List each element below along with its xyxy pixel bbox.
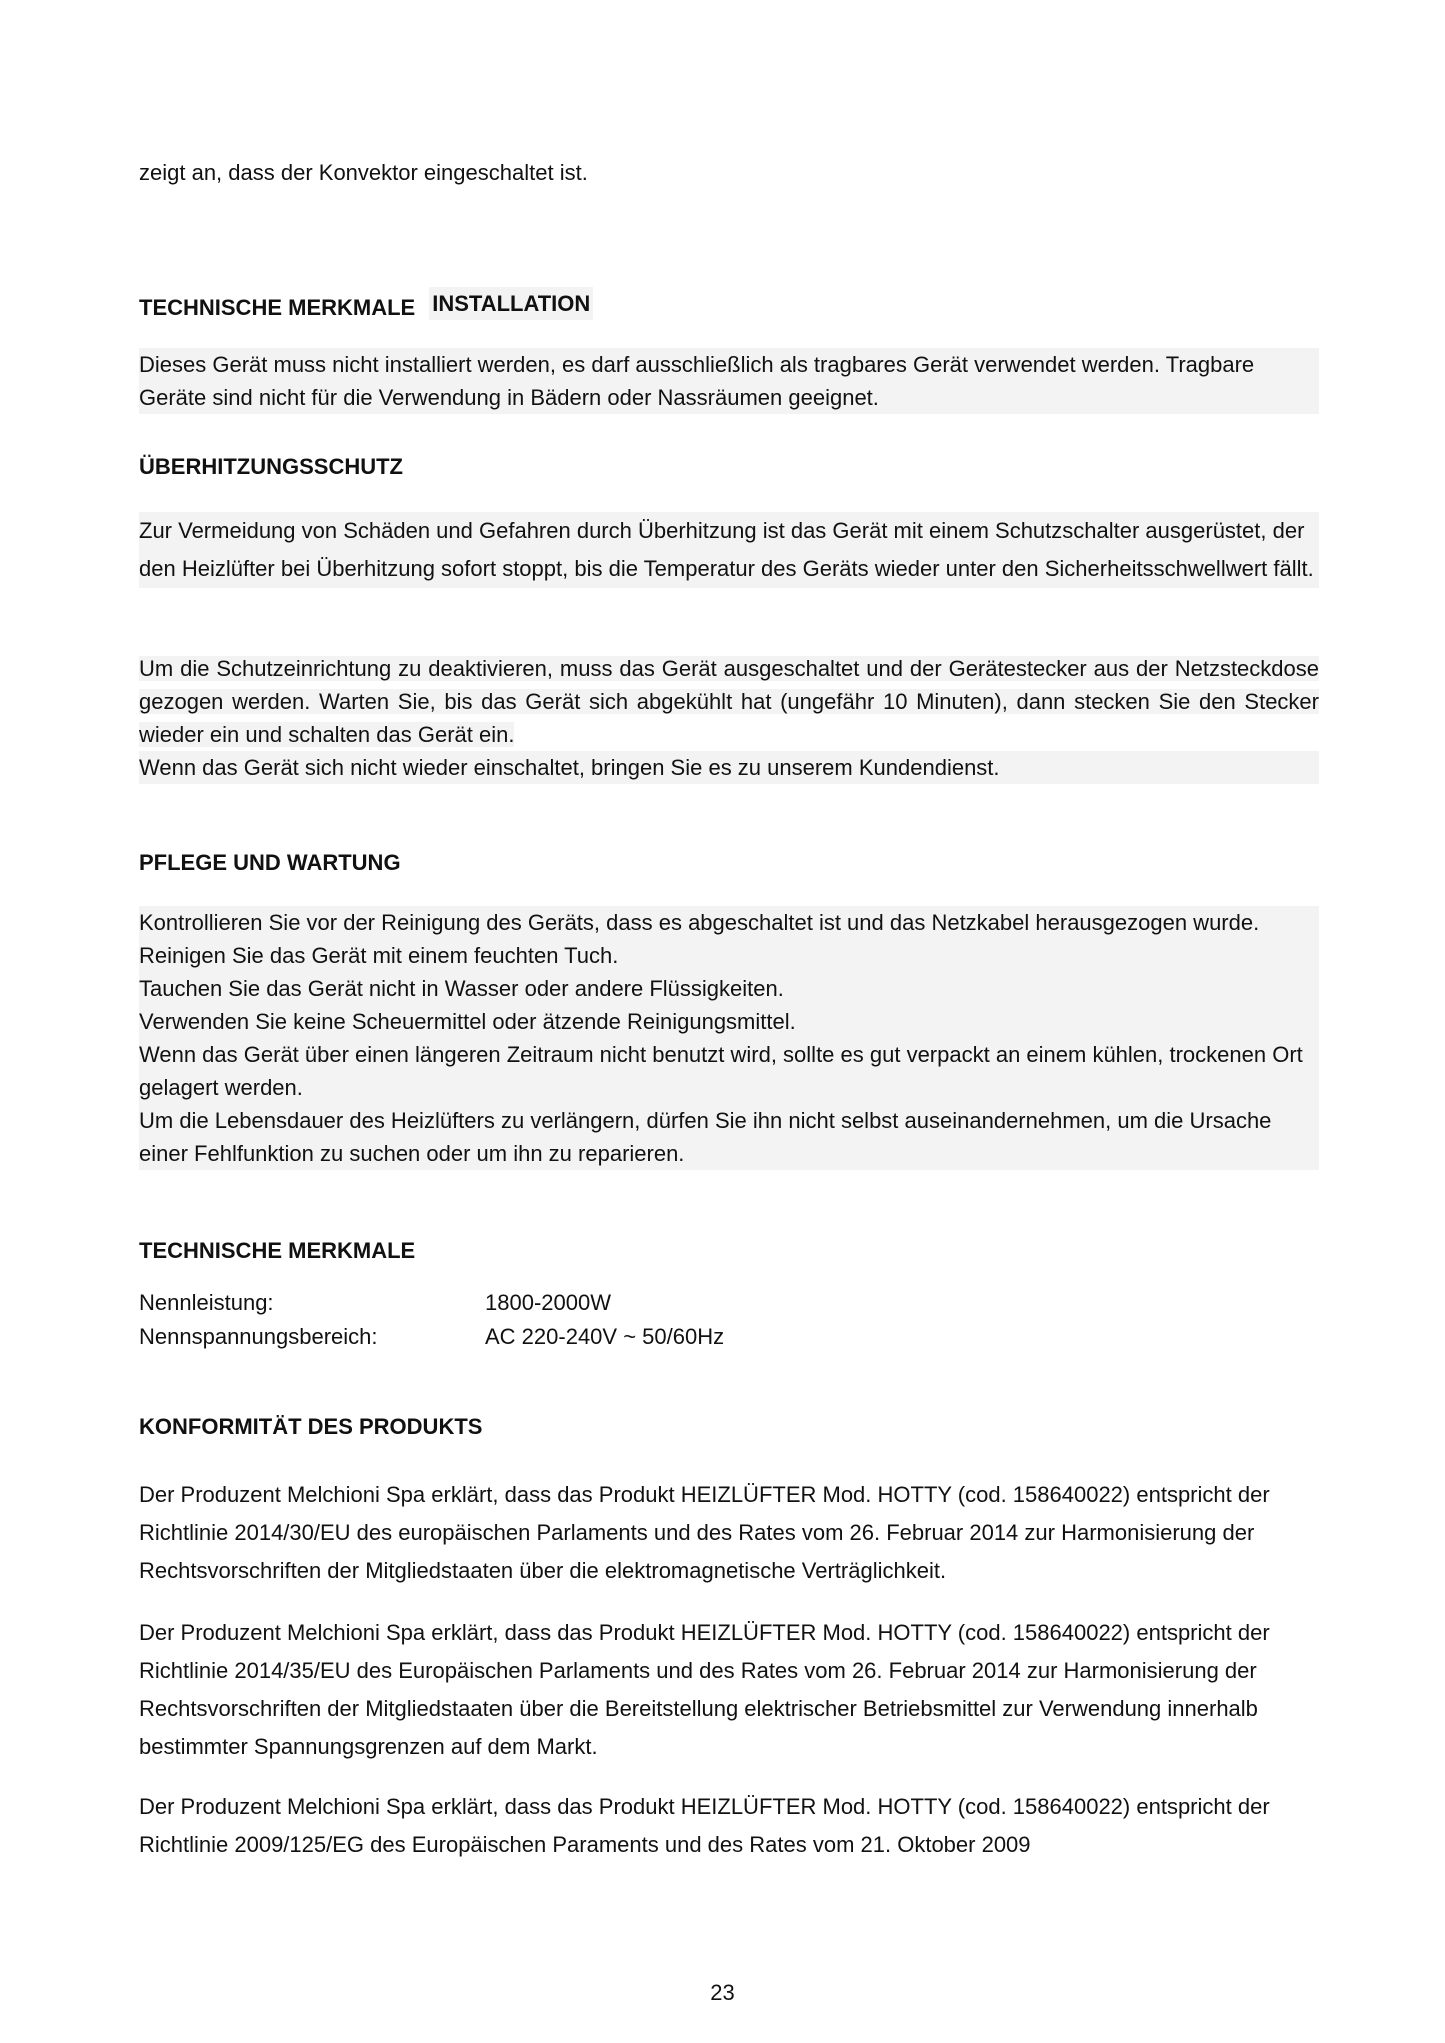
conformity-paragraph-3: Der Produzent Melchioni Spa erklärt, dass das Produkt HEIZLÜFTER Mod. HOTTY (cod. 158640022) entspricht der Richtlinie 2009/125/EG des Europäischen Paraments und des Rates vom 21. Oktober 2009 bbox=[139, 1794, 1270, 1857]
page-number: 23 bbox=[710, 1980, 735, 2005]
care-line: Wenn das Gerät über einen längeren Zeitraum nicht benutzt wird, sollte es gut verpackt an einem kühlen, trockenen Ort gelagert werden. bbox=[139, 1038, 1319, 1104]
section-heading-conformity: KONFORMITÄT DES PRODUKTS bbox=[139, 1414, 483, 1439]
tech-label: Nennspannungsbereich: bbox=[139, 1324, 378, 1349]
tech-row bbox=[139, 1286, 1319, 1320]
overheat-paragraph-1: Zur Vermeidung von Schäden und Gefahren durch Überhitzung ist das Gerät mit einem Schutzschalter ausgerüstet, der den Heizlüfter bei Überhitzung sofort stoppt, bis die Temperatur des Geräts wieder unter den Sicherheitsschwellwert fällt. bbox=[139, 512, 1319, 588]
care-line: Verwenden Sie keine Scheuermittel oder ätzende Reinigungsmittel. bbox=[139, 1005, 1319, 1038]
section-heading-installation: INSTALLATION bbox=[429, 287, 593, 320]
overheat-paragraph-3: Wenn das Gerät sich nicht wieder einschaltet, bringen Sie es zu unserem Kundendienst. bbox=[139, 751, 1319, 784]
installation-text: Dieses Gerät muss nicht installiert werden, es darf ausschließlich als tragbares Gerät verwendet werden. Tragbare Geräte sind nicht für die Verwendung in Bädern oder Nassräumen geeignet. bbox=[139, 348, 1319, 414]
overheat-paragraph-2-group bbox=[139, 652, 1319, 784]
document-page bbox=[139, 0, 1319, 2043]
installation-heading-row bbox=[139, 291, 1319, 324]
conformity-paragraph-2: Der Produzent Melchioni Spa erklärt, dass das Produkt HEIZLÜFTER Mod. HOTTY (cod. 158640022) entspricht der Richtlinie 2014/35/EU des Europäischen Parlaments und des Rates vom 26. Februar 2014 zur Harmonisierung der Rechtsvorschriften der Mitgliedstaaten über die Bereitstellung elektrischer Betriebsmittel zur Verwendung innerhalb bestimmter Spannungsgrenzen auf dem Markt. bbox=[139, 1620, 1270, 1759]
tech-label: Nennleistung: bbox=[139, 1290, 274, 1315]
care-line: Tauchen Sie das Gerät nicht in Wasser oder andere Flüssigkeiten. bbox=[139, 972, 1319, 1005]
intro-text: zeigt an, dass der Konvektor eingeschaltet ist. bbox=[139, 160, 588, 185]
care-line: Um die Lebensdauer des Heizlüfters zu verlängern, dürfen Sie ihn nicht selbst auseinandernehmen, um die Ursache einer Fehlfunktion zu suchen oder um ihn zu reparieren. bbox=[139, 1104, 1319, 1170]
care-line: Kontrollieren Sie vor der Reinigung des Geräts, dass es abgeschaltet ist und das Netzkabel herausgezogen wurde. bbox=[139, 906, 1319, 939]
tech-value: 1800-2000W bbox=[485, 1290, 611, 1315]
section-heading-overheat: ÜBERHITZUNGSSCHUTZ bbox=[139, 454, 403, 479]
tech-specs-table bbox=[139, 1286, 1319, 1354]
tech-row bbox=[139, 1320, 1319, 1354]
section-heading-care: PFLEGE UND WARTUNG bbox=[139, 850, 401, 875]
care-line: Reinigen Sie das Gerät mit einem feuchten Tuch. bbox=[139, 939, 1319, 972]
tech-value: AC 220-240V ~ 50/60Hz bbox=[485, 1324, 725, 1349]
conformity-paragraph-1: Der Produzent Melchioni Spa erklärt, dass das Produkt HEIZLÜFTER Mod. HOTTY (cod. 158640022) entspricht der Richtlinie 2014/30/EU des europäischen Parlaments und des Rates vom 26. Februar 2014 zur Harmonisierung der Rechtsvorschriften der Mitgliedstaaten über die elektromagnetische Verträglichkeit. bbox=[139, 1482, 1270, 1583]
section-heading-tech-left: TECHNISCHE MERKMALE bbox=[139, 295, 416, 320]
overheat-paragraph-2: Um die Schutzeinrichtung zu deaktivieren, muss das Gerät ausgeschaltet und der Gerätestecker aus der Netzsteckdose gezogen werden. Warten Sie, bis das Gerät sich abgekühlt hat (ungefähr 10 Minuten), dann stecken Sie den Stecker wieder ein und schalten das Gerät ein. bbox=[139, 656, 1319, 747]
care-list bbox=[139, 906, 1319, 1170]
section-heading-tech: TECHNISCHE MERKMALE bbox=[139, 1238, 416, 1263]
